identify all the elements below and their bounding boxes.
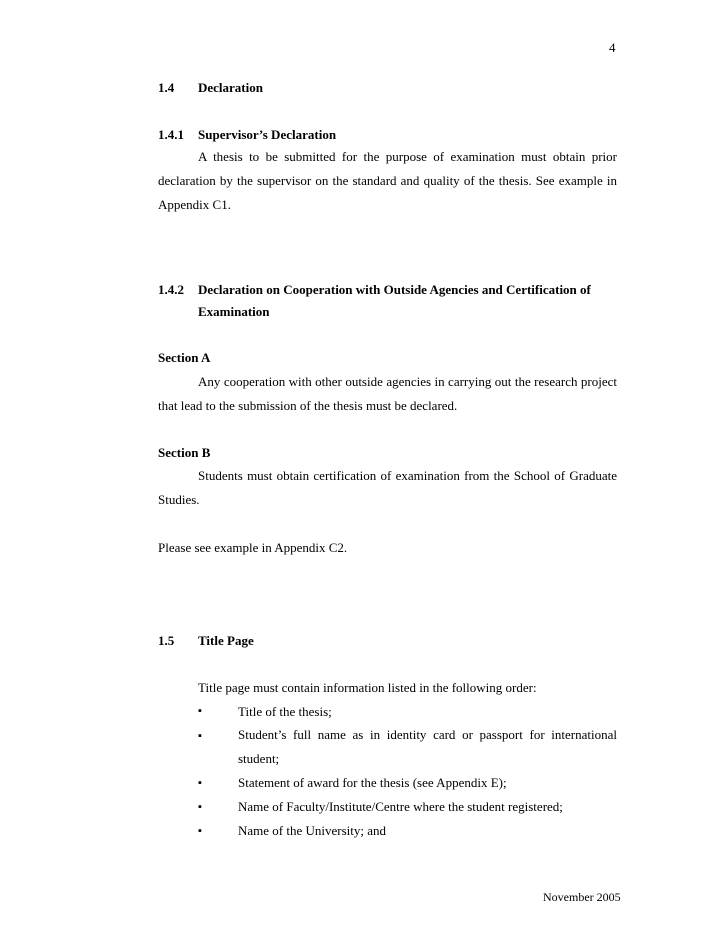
section-title-declaration: Declaration	[198, 80, 263, 95]
section-title-cooperation-line2: Examination	[198, 304, 270, 319]
bullet-icon: ▪	[198, 730, 202, 742]
bullet-icon: ▪	[198, 825, 202, 837]
section-a-heading: Section A	[158, 350, 211, 365]
see-example-note: Please see example in Appendix C2.	[158, 540, 348, 555]
section-title-cooperation-line1: Declaration on Cooperation with Outside Agencies and Certification of	[198, 282, 591, 297]
supervisor-declaration-body: A thesis to be submitted for the purpose of examination must obtain prior declaration by the supervisor on the standard and quality of the thesis. See example in Appendix C1.	[158, 149, 617, 212]
bullet-icon: ▪	[198, 705, 202, 717]
section-title-supervisor-declaration: Supervisor’s Declaration	[198, 127, 337, 142]
section-number-1-4-2: 1.4.2	[158, 282, 184, 297]
page-number: 4	[609, 40, 616, 55]
section-b-heading: Section B	[158, 445, 211, 460]
list-item: Name of the University; and	[238, 823, 387, 838]
section-a-body: Any cooperation with other outside agencies in carrying out the research project that lead to the submission of the thesis must be declared.	[158, 374, 617, 413]
section-title-title-page: Title Page	[198, 633, 254, 648]
section-number-1-5: 1.5	[158, 633, 175, 648]
list-item: Student’s full name as in identity card or passport for international student;	[238, 727, 617, 766]
list-item: Statement of award for the thesis (see Appendix E);	[238, 775, 507, 790]
footer-date: November 2005	[543, 890, 621, 904]
list-item: Name of Faculty/Institute/Centre where the student registered;	[238, 799, 563, 814]
title-page-intro: Title page must contain information listed in the following order:	[198, 680, 537, 695]
bullet-icon: ▪	[198, 777, 202, 789]
section-number-1-4-1: 1.4.1	[158, 127, 184, 142]
section-b-body: Students must obtain certification of examination from the School of Graduate Studies.	[158, 468, 617, 507]
list-item: Title of the thesis;	[238, 704, 332, 719]
section-number-1-4: 1.4	[158, 80, 175, 95]
bullet-icon: ▪	[198, 801, 202, 813]
